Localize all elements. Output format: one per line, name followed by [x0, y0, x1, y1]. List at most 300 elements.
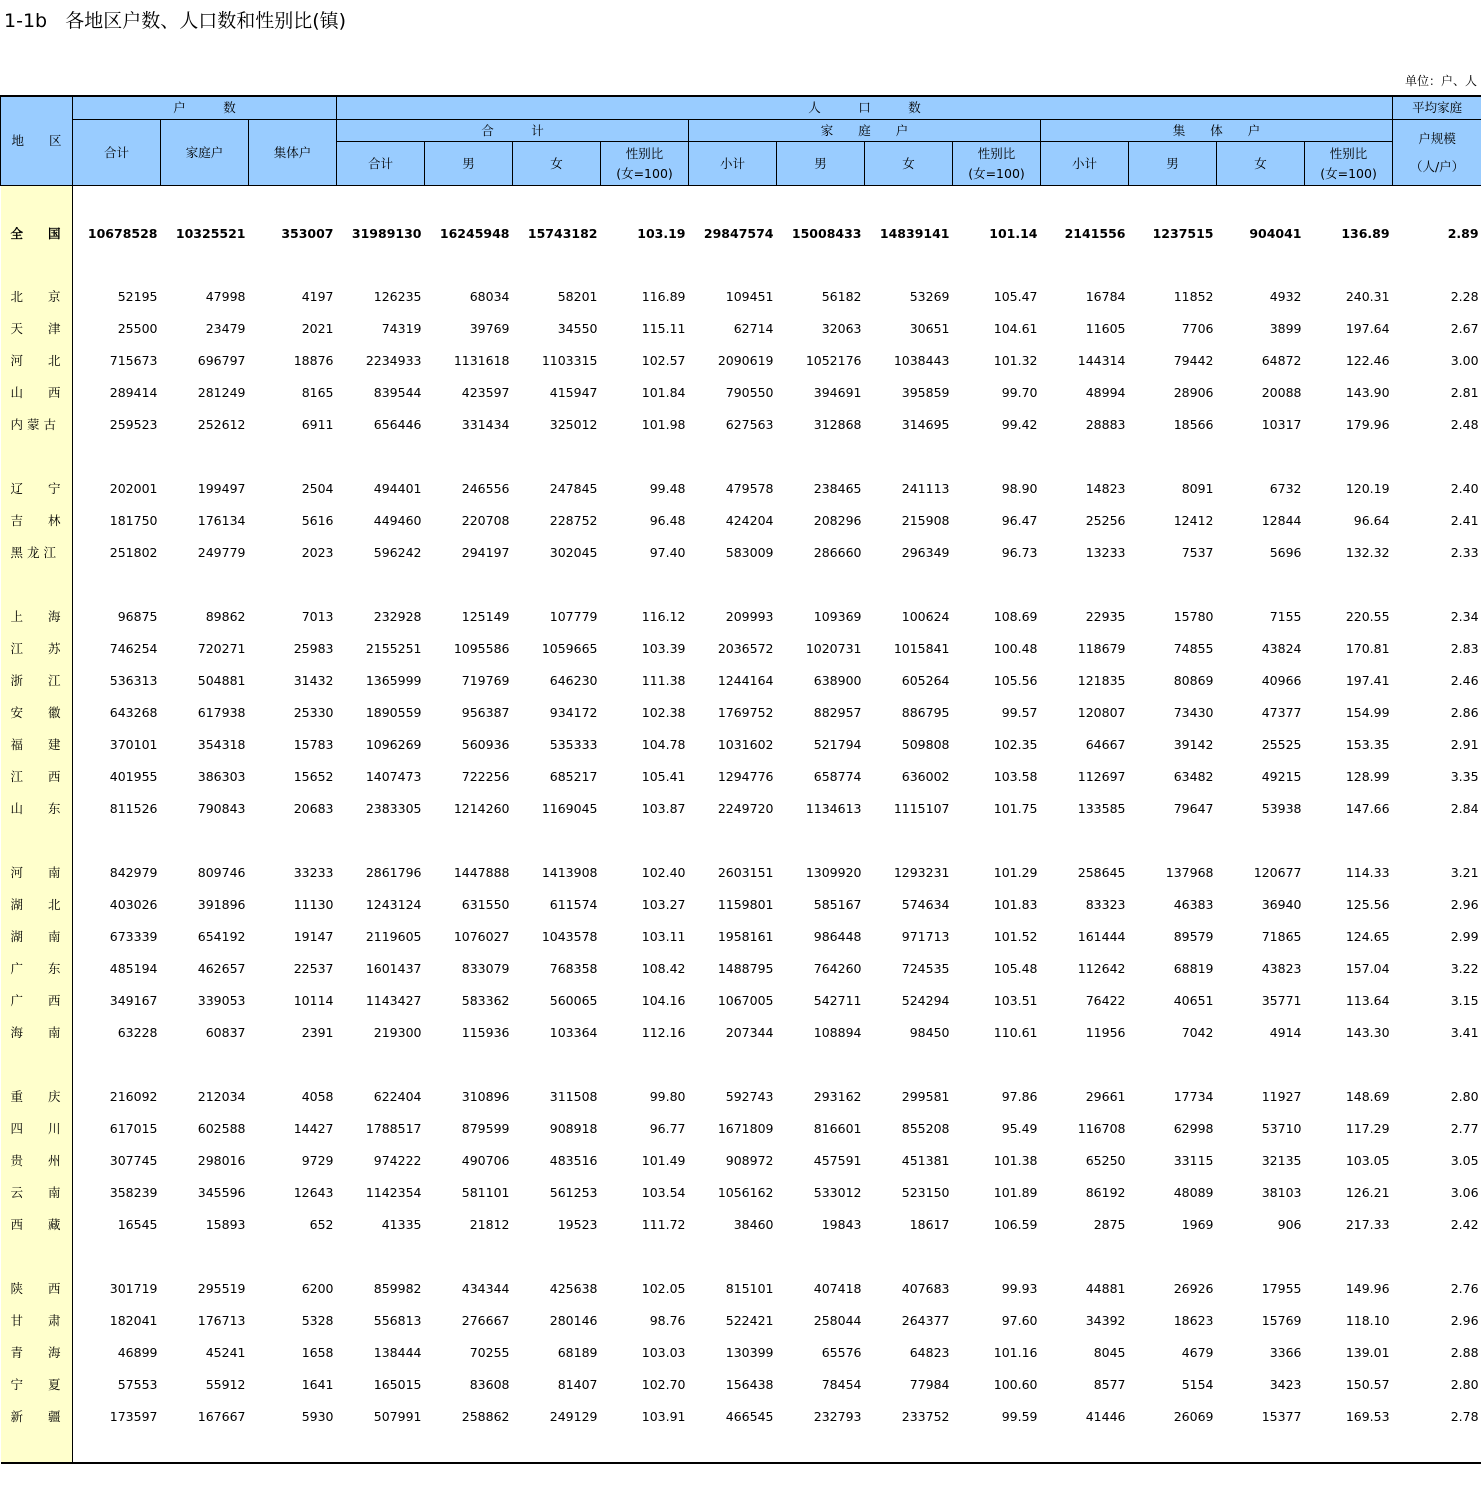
empty-cell — [777, 440, 865, 472]
value-cell: 6911 — [301, 416, 334, 432]
value-cell: 293162 — [813, 1088, 862, 1104]
value-cell: 98450 — [909, 1024, 950, 1040]
value-cell: 38460 — [733, 1216, 774, 1232]
value-cell: 99.93 — [1001, 1280, 1038, 1296]
value-cell: 16245948 — [439, 225, 510, 241]
value-cell: 149.96 — [1345, 1280, 1390, 1296]
value-cell: 31989130 — [351, 225, 422, 241]
value-cell: 47998 — [205, 288, 246, 304]
value-cell: 906 — [1277, 1216, 1302, 1232]
value-cell: 18876 — [293, 352, 334, 368]
value-cell: 5328 — [301, 1312, 334, 1328]
value-cell: 449460 — [373, 512, 422, 528]
value-cell: 101.75 — [993, 800, 1038, 816]
value-cell: 73430 — [1173, 704, 1214, 720]
value-cell: 842979 — [109, 864, 158, 880]
value-cell: 2.88 — [1450, 1344, 1479, 1360]
value-cell: 102.35 — [993, 736, 1038, 752]
value-cell: 258645 — [1077, 864, 1126, 880]
value-cell: 462657 — [197, 960, 246, 976]
value-cell: 102.05 — [641, 1280, 686, 1296]
value-cell: 10678528 — [87, 225, 158, 241]
avg-size-header-1: 平均家庭 — [1393, 96, 1481, 120]
value-cell: 99.80 — [649, 1088, 686, 1104]
empty-cell — [1129, 1048, 1217, 1080]
value-cell: 4058 — [301, 1088, 334, 1104]
region-cell — [1, 568, 73, 600]
value-cell: 1447888 — [453, 864, 510, 880]
value-cell: 908972 — [725, 1152, 774, 1168]
value-cell: 2.78 — [1450, 1408, 1479, 1424]
value-cell: 3.15 — [1450, 992, 1479, 1008]
value-cell: 602588 — [197, 1120, 246, 1136]
value-cell: 424204 — [725, 512, 774, 528]
value-cell: 32135 — [1261, 1152, 1302, 1168]
value-cell: 646230 — [549, 672, 598, 688]
value-cell: 2603151 — [717, 864, 774, 880]
value-cell: 113.64 — [1345, 992, 1390, 1008]
value-cell: 179.96 — [1345, 416, 1390, 432]
value-cell: 622404 — [373, 1088, 422, 1104]
value-cell: 522421 — [725, 1312, 774, 1328]
value-cell: 2.96 — [1450, 896, 1479, 912]
value-cell: 208296 — [813, 512, 862, 528]
value-cell: 18566 — [1173, 416, 1214, 432]
value-cell: 103.03 — [641, 1344, 686, 1360]
value-cell: 286660 — [813, 544, 862, 560]
value-cell: 302045 — [549, 544, 598, 560]
value-cell: 112.16 — [641, 1024, 686, 1040]
table-row — [1, 376, 1481, 408]
unit-label: 单位：户、人 — [1404, 74, 1477, 88]
value-cell: 115.11 — [641, 320, 686, 336]
value-cell: 14839141 — [879, 225, 950, 241]
value-cell: 631550 — [461, 896, 510, 912]
value-cell: 101.52 — [993, 928, 1038, 944]
value-cell: 130399 — [725, 1344, 774, 1360]
ratio-line1: 性别比 — [977, 145, 1016, 161]
value-cell: 21812 — [469, 1216, 510, 1232]
empty-cell — [337, 1048, 425, 1080]
empty-cell — [601, 1432, 689, 1463]
value-cell: 971713 — [901, 928, 950, 944]
value-cell: 26069 — [1173, 1408, 1214, 1424]
value-cell: 116.12 — [641, 608, 686, 624]
value-cell: 86192 — [1085, 1184, 1126, 1200]
value-cell: 116.89 — [641, 288, 686, 304]
value-cell: 215908 — [901, 512, 950, 528]
value-cell: 29847574 — [703, 225, 774, 241]
value-cell: 70255 — [469, 1344, 510, 1360]
value-cell: 1243124 — [365, 896, 422, 912]
households-header: 户 数 — [73, 96, 337, 120]
value-cell: 294197 — [461, 544, 510, 560]
empty-cell — [73, 1048, 161, 1080]
col-total: 合计 — [337, 142, 425, 186]
value-cell: 1020731 — [805, 640, 862, 656]
empty-cell — [425, 1432, 513, 1463]
value-cell: 121835 — [1077, 672, 1126, 688]
value-cell: 58201 — [557, 288, 598, 304]
empty-cell — [1393, 440, 1481, 472]
value-cell: 2391 — [301, 1024, 334, 1040]
value-cell: 96.48 — [649, 512, 686, 528]
value-cell: 74319 — [381, 320, 422, 336]
empty-cell — [865, 824, 953, 856]
value-cell: 62714 — [733, 320, 774, 336]
value-cell: 106.59 — [993, 1216, 1038, 1232]
value-cell: 611574 — [549, 896, 598, 912]
region-cell — [1, 1240, 73, 1272]
value-cell: 1038443 — [893, 352, 950, 368]
value-cell: 22935 — [1085, 608, 1126, 624]
value-cell: 65250 — [1085, 1152, 1126, 1168]
value-cell: 28883 — [1085, 416, 1126, 432]
value-cell: 241113 — [901, 480, 950, 496]
empty-cell — [1041, 1432, 1129, 1463]
value-cell: 116708 — [1077, 1120, 1126, 1136]
value-cell: 25330 — [293, 704, 334, 720]
value-cell: 111.72 — [641, 1216, 686, 1232]
value-cell: 26926 — [1173, 1280, 1214, 1296]
empty-cell — [425, 568, 513, 600]
avg-size-line2: 户规模 — [1418, 130, 1456, 146]
col-subtotal: 小计 — [1041, 142, 1129, 186]
value-cell: 4679 — [1181, 1344, 1214, 1360]
value-cell: 228752 — [549, 512, 598, 528]
value-cell: 18617 — [909, 1216, 950, 1232]
col-ratio — [1305, 142, 1393, 186]
value-cell: 1969 — [1181, 1216, 1214, 1232]
value-cell: 156438 — [725, 1376, 774, 1392]
value-cell: 102.57 — [641, 352, 686, 368]
value-cell: 25500 — [117, 320, 158, 336]
value-cell: 64872 — [1261, 352, 1302, 368]
region-cell: 黑 龙 江 — [1, 536, 73, 568]
value-cell: 100.60 — [993, 1376, 1038, 1392]
value-cell: 39769 — [469, 320, 510, 336]
empty-cell — [425, 1240, 513, 1272]
value-cell: 103.39 — [641, 640, 686, 656]
population-header: 人 口 数 — [337, 96, 1393, 120]
region-cell: 天 津 — [1, 312, 73, 344]
value-cell: 535333 — [549, 736, 598, 752]
value-cell: 219300 — [373, 1024, 422, 1040]
region-cell: 湖 北 — [1, 888, 73, 920]
value-cell: 182041 — [109, 1312, 158, 1328]
value-cell: 879599 — [461, 1120, 510, 1136]
value-cell: 839544 — [373, 384, 422, 400]
value-cell: 46383 — [1173, 896, 1214, 912]
value-cell: 407418 — [813, 1280, 862, 1296]
value-cell: 132.32 — [1345, 544, 1390, 560]
value-cell: 165015 — [373, 1376, 422, 1392]
region-cell — [1, 824, 73, 856]
table-row — [1, 312, 1481, 344]
region-cell: 湖 南 — [1, 920, 73, 952]
empty-cell — [1217, 1048, 1305, 1080]
value-cell: 1407473 — [365, 768, 422, 784]
value-cell: 197.64 — [1345, 320, 1390, 336]
value-cell: 99.48 — [649, 480, 686, 496]
value-cell: 15008433 — [791, 225, 862, 241]
empty-cell — [513, 824, 601, 856]
empty-cell — [953, 1240, 1041, 1272]
value-cell: 154.99 — [1345, 704, 1390, 720]
empty-cell — [513, 1048, 601, 1080]
empty-cell — [73, 568, 161, 600]
value-cell: 1043578 — [541, 928, 598, 944]
empty-cell — [689, 568, 777, 600]
value-cell: 101.29 — [993, 864, 1038, 880]
value-cell: 53938 — [1261, 800, 1302, 816]
table-row — [1, 1176, 1481, 1208]
empty-cell — [601, 568, 689, 600]
value-cell: 101.32 — [993, 352, 1038, 368]
value-cell: 249779 — [197, 544, 246, 560]
value-cell: 401955 — [109, 768, 158, 784]
region-cell: 山 东 — [1, 792, 73, 824]
value-cell: 1641 — [301, 1376, 334, 1392]
value-cell: 112697 — [1077, 768, 1126, 784]
value-cell: 170.81 — [1345, 640, 1390, 656]
empty-cell — [249, 440, 337, 472]
value-cell: 100624 — [901, 608, 950, 624]
data-table — [0, 95, 1481, 1464]
value-cell: 5616 — [301, 512, 334, 528]
value-cell: 627563 — [725, 416, 774, 432]
table-row — [1, 600, 1481, 632]
value-cell: 536313 — [109, 672, 158, 688]
value-cell: 65576 — [821, 1344, 862, 1360]
value-cell: 1076027 — [453, 928, 510, 944]
empty-cell — [337, 1432, 425, 1463]
value-cell: 35771 — [1261, 992, 1302, 1008]
table-row — [1, 1304, 1481, 1336]
value-cell: 5930 — [301, 1408, 334, 1424]
value-cell: 103.54 — [641, 1184, 686, 1200]
value-cell: 2.99 — [1450, 928, 1479, 944]
value-cell: 18623 — [1173, 1312, 1214, 1328]
value-cell: 2.91 — [1450, 736, 1479, 752]
value-cell: 658774 — [813, 768, 862, 784]
value-cell: 2249720 — [717, 800, 774, 816]
table-row — [1, 952, 1481, 984]
empty-cell — [1305, 824, 1393, 856]
value-cell: 9729 — [301, 1152, 334, 1168]
value-cell: 490706 — [461, 1152, 510, 1168]
value-cell: 3.05 — [1450, 1152, 1479, 1168]
value-cell: 38103 — [1261, 1184, 1302, 1200]
value-cell: 30651 — [909, 320, 950, 336]
value-cell: 102.38 — [641, 704, 686, 720]
table-row — [1, 1112, 1481, 1144]
value-cell: 652 — [309, 1216, 334, 1232]
value-cell: 466545 — [725, 1408, 774, 1424]
table-row — [1, 1016, 1481, 1048]
region-cell: 海 南 — [1, 1016, 73, 1048]
value-cell: 2.33 — [1450, 544, 1479, 560]
value-cell: 1096269 — [365, 736, 422, 752]
value-cell: 3.00 — [1450, 352, 1479, 368]
value-cell: 103.91 — [641, 1408, 686, 1424]
value-cell: 28906 — [1173, 384, 1214, 400]
pop-family-group-header: 家 庭 户 — [689, 120, 1041, 142]
value-cell: 886795 — [901, 704, 950, 720]
value-cell: 23479 — [205, 320, 246, 336]
empty-cell — [425, 824, 513, 856]
value-cell: 36940 — [1261, 896, 1302, 912]
value-cell: 276667 — [461, 1312, 510, 1328]
value-cell: 6732 — [1269, 480, 1302, 496]
value-cell: 161444 — [1077, 928, 1126, 944]
value-cell: 2504 — [301, 480, 334, 496]
region-cell: 广 东 — [1, 952, 73, 984]
value-cell: 4197 — [301, 288, 334, 304]
value-cell: 99.57 — [1001, 704, 1038, 720]
table-row — [1, 344, 1481, 376]
empty-cell — [601, 824, 689, 856]
empty-cell — [337, 1240, 425, 1272]
value-cell: 386303 — [197, 768, 246, 784]
region-cell: 贵 州 — [1, 1144, 73, 1176]
table-row — [1, 504, 1481, 536]
value-cell: 2141556 — [1064, 225, 1126, 241]
value-cell: 120.19 — [1345, 480, 1390, 496]
value-cell: 176713 — [197, 1312, 246, 1328]
table-row — [1, 186, 1481, 281]
empty-cell — [1217, 824, 1305, 856]
value-cell: 63482 — [1173, 768, 1214, 784]
value-cell: 296349 — [901, 544, 950, 560]
table-row — [1, 1272, 1481, 1304]
value-cell: 103.05 — [1345, 1152, 1390, 1168]
value-cell: 1488795 — [717, 960, 774, 976]
value-cell: 128.99 — [1345, 768, 1390, 784]
value-cell: 105.56 — [993, 672, 1038, 688]
value-cell: 4914 — [1269, 1024, 1302, 1040]
value-cell: 638900 — [813, 672, 862, 688]
empty-cell — [689, 440, 777, 472]
value-cell: 790550 — [725, 384, 774, 400]
value-cell: 167667 — [197, 1408, 246, 1424]
value-cell: 882957 — [813, 704, 862, 720]
value-cell: 68034 — [469, 288, 510, 304]
value-cell: 150.57 — [1345, 1376, 1390, 1392]
value-cell: 485194 — [109, 960, 158, 976]
empty-cell — [777, 824, 865, 856]
region-cell — [1, 440, 73, 472]
value-cell: 494401 — [373, 480, 422, 496]
value-cell: 314695 — [901, 416, 950, 432]
value-cell: 251802 — [109, 544, 158, 560]
value-cell: 212034 — [197, 1088, 246, 1104]
value-cell: 108.42 — [641, 960, 686, 976]
value-cell: 2383305 — [365, 800, 422, 816]
value-cell: 101.38 — [993, 1152, 1038, 1168]
value-cell: 125.56 — [1345, 896, 1390, 912]
empty-cell — [953, 1048, 1041, 1080]
region-cell: 陕 西 — [1, 1272, 73, 1304]
value-cell: 1214260 — [453, 800, 510, 816]
value-cell: 33115 — [1173, 1152, 1214, 1168]
value-cell: 295519 — [197, 1280, 246, 1296]
value-cell: 101.49 — [641, 1152, 686, 1168]
empty-cell — [1129, 1240, 1217, 1272]
value-cell: 407683 — [901, 1280, 950, 1296]
value-cell: 592743 — [725, 1088, 774, 1104]
empty-cell — [1129, 1432, 1217, 1463]
value-cell: 99.70 — [1001, 384, 1038, 400]
value-cell: 358239 — [109, 1184, 158, 1200]
value-cell: 34550 — [557, 320, 598, 336]
value-cell: 5696 — [1269, 544, 1302, 560]
value-cell: 32063 — [821, 320, 862, 336]
value-cell: 720271 — [197, 640, 246, 656]
value-cell: 636002 — [901, 768, 950, 784]
avg-size-header-2 — [1393, 120, 1481, 186]
value-cell: 143.30 — [1345, 1024, 1390, 1040]
value-cell: 1890559 — [365, 704, 422, 720]
value-cell: 111.38 — [641, 672, 686, 688]
value-cell: 10317 — [1261, 416, 1302, 432]
value-cell: 1293231 — [893, 864, 950, 880]
page-title: 1-1b 各地区户数、人口数和性别比(镇) — [4, 10, 347, 32]
value-cell: 108894 — [813, 1024, 862, 1040]
value-cell: 103.58 — [993, 768, 1038, 784]
value-cell: 3423 — [1269, 1376, 1302, 1392]
value-cell: 33233 — [293, 864, 334, 880]
value-cell: 1059665 — [541, 640, 598, 656]
value-cell: 207344 — [725, 1024, 774, 1040]
value-cell: 20088 — [1261, 384, 1302, 400]
empty-cell — [161, 1048, 249, 1080]
value-cell: 19147 — [293, 928, 334, 944]
ratio-line1: 性别比 — [625, 145, 664, 161]
value-cell: 147.66 — [1345, 800, 1390, 816]
value-cell: 133585 — [1077, 800, 1126, 816]
empty-cell — [1217, 1432, 1305, 1463]
value-cell: 17734 — [1173, 1088, 1214, 1104]
value-cell: 2119605 — [365, 928, 422, 944]
region-cell: 青 海 — [1, 1336, 73, 1368]
value-cell: 596242 — [373, 544, 422, 560]
region-cell: 江 苏 — [1, 632, 73, 664]
value-cell: 1095586 — [453, 640, 510, 656]
value-cell: 217.33 — [1345, 1216, 1390, 1232]
value-cell: 768358 — [549, 960, 598, 976]
table-row — [1, 632, 1481, 664]
value-cell: 17955 — [1261, 1280, 1302, 1296]
empty-cell — [1041, 1048, 1129, 1080]
value-cell: 1413908 — [541, 864, 598, 880]
value-cell: 47377 — [1261, 704, 1302, 720]
empty-cell — [1305, 440, 1393, 472]
value-cell: 105.41 — [641, 768, 686, 784]
value-cell: 6200 — [301, 1280, 334, 1296]
table-header — [1, 96, 1481, 186]
region-cell: 河 北 — [1, 344, 73, 376]
value-cell: 331434 — [461, 416, 510, 432]
value-cell: 118679 — [1077, 640, 1126, 656]
value-cell: 125149 — [461, 608, 510, 624]
value-cell: 25983 — [293, 640, 334, 656]
value-cell: 656446 — [373, 416, 422, 432]
value-cell: 98.90 — [1001, 480, 1038, 496]
value-cell: 696797 — [197, 352, 246, 368]
value-cell: 96.73 — [1001, 544, 1038, 560]
value-cell: 48089 — [1173, 1184, 1214, 1200]
